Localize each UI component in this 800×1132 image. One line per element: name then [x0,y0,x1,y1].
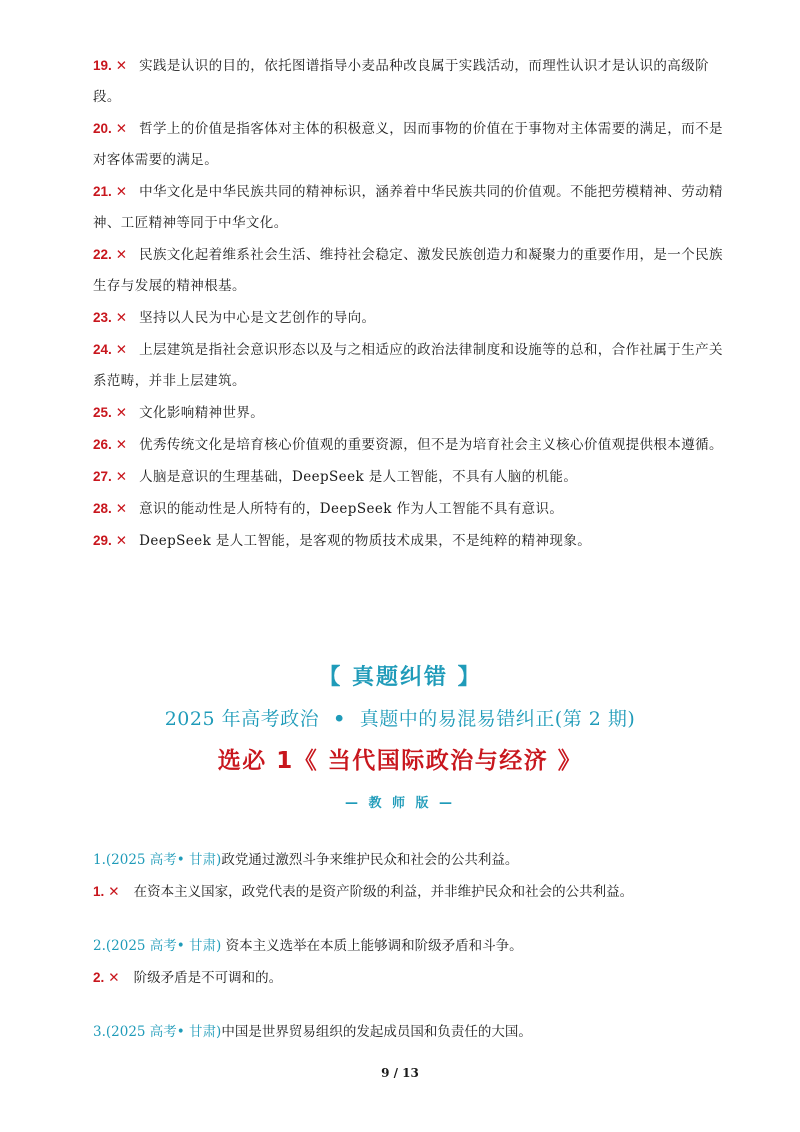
wrong-mark-icon: ✕ [115,533,128,549]
question-number: 3. [93,1024,106,1040]
wrong-mark-icon: ✕ [115,58,128,74]
question-source: (2025 高考• 甘肃) [105,1024,222,1040]
page-number: 9 / 13 [381,1066,419,1080]
question-line [93,930,733,962]
answer-number: 22. [93,247,112,262]
answer-item [93,397,733,429]
answer-text: 民族文化起着维系社会生活、维持社会稳定、激发民族创造力和凝聚力的重要作用，是一个民族生存与发展的精神根基。 [93,247,723,294]
answer-number: 26. [93,437,112,452]
question-text: 中国是世界贸易组织的发起成员国和负责任的大国。 [221,1024,532,1040]
answer-number: 21. [93,184,112,199]
answer-item [93,176,733,239]
answer-number: 20. [93,121,112,136]
answer-text: 坚持以人民为中心是文艺创作的导向。 [139,310,376,326]
answer-item [93,334,733,397]
edition-label: — 教 师 版 — [344,796,456,811]
answer-number: 2. [93,970,105,985]
subtitle-right: 真题中的易混易错纠正(第 2 期) [359,708,636,730]
answer-list [93,50,733,557]
answer-text: 上层建筑是指社会意识形态以及与之相适应的政治法律制度和设施等的总和，合作社属于生产关系范畴，并非上层建筑。 [93,342,723,389]
answer-text: 意识的能动性是人所特有的，DeepSeek 作为人工智能不具有意识。 [139,501,564,517]
section-bracket-title: 【 真题纠错 】 [318,665,482,690]
answer-line [93,876,733,908]
wrong-mark-icon: ✕ [108,970,120,986]
subtitle-left: 2025 年高考政治 [164,708,320,730]
section-subtitle [0,704,800,731]
answer-item [93,429,733,461]
bullet-dot-icon: • [333,708,346,730]
wrong-mark-icon: ✕ [108,884,120,900]
question-number: 2. [93,938,106,954]
answer-number: 25. [93,405,112,420]
answer-item [93,461,733,493]
question-number: 1. [93,852,106,868]
answer-item [93,302,733,334]
answer-text: 实践是认识的目的，依托图谱指导小麦品种改良属于实践活动，而理性认识才是认识的高级阶段。 [93,58,709,105]
wrong-mark-icon: ✕ [115,342,128,358]
answer-number: 27. [93,469,112,484]
question-group [93,930,733,994]
page-title: 选必 1《 当代国际政治与经济 》 [217,748,583,774]
wrong-mark-icon: ✕ [115,121,128,137]
answer-item [93,50,733,113]
question-text: 政党通过激烈斗争来维护民众和社会的公共利益。 [221,852,519,868]
answer-text: 中华文化是中华民族共同的精神标识，涵养着中华民族共同的价值观。不能把劳模精神、劳动精神、工匠精神等同于中华文化。 [93,184,723,231]
wrong-mark-icon: ✕ [115,247,128,263]
wrong-mark-icon: ✕ [115,310,128,326]
answer-number: 19. [93,58,112,73]
answer-item [93,493,733,525]
wrong-mark-icon: ✕ [115,469,128,485]
answer-text: 哲学上的价值是指客体对主体的积极意义，因而事物的价值在于事物对主体需要的满足，而不是对客体需要的满足。 [93,121,723,168]
question-line [93,1016,733,1048]
answer-item [93,239,733,302]
answer-text: 在资本主义国家，政党代表的是资产阶级的利益，并非维护民众和社会的公共利益。 [133,884,634,900]
question-source: (2025 高考• 甘肃) [105,852,222,868]
answer-item [93,113,733,176]
wrong-mark-icon: ✕ [115,405,128,421]
answer-text: DeepSeek 是人工智能，是客观的物质技术成果，不是纯粹的精神现象。 [139,533,592,549]
question-text: 资本主义选举在本质上能够调和阶级矛盾和斗争。 [221,938,523,954]
answer-text: 阶级矛盾是不可调和的。 [133,970,283,986]
question-list [93,844,733,1070]
answer-text: 优秀传统文化是培育核心价值观的重要资源，但不是为培育社会主义核心价值观提供根本遵循。 [139,437,723,453]
answer-item [93,525,733,557]
answer-number: 24. [93,342,112,357]
answer-text: 人脑是意识的生理基础，DeepSeek 是人工智能，不具有人脑的机能。 [139,469,578,485]
wrong-mark-icon: ✕ [115,501,128,517]
question-source: (2025 高考• 甘肃) [105,938,222,954]
wrong-mark-icon: ✕ [115,437,128,453]
answer-number: 28. [93,501,112,516]
wrong-mark-icon: ✕ [115,184,128,200]
answer-number: 23. [93,310,112,325]
question-group [93,844,733,908]
question-group [93,1016,733,1048]
answer-number: 29. [93,533,112,548]
question-line [93,844,733,876]
answer-number: 1. [93,884,105,899]
answer-text: 文化影响精神世界。 [139,405,265,421]
answer-line [93,962,733,994]
